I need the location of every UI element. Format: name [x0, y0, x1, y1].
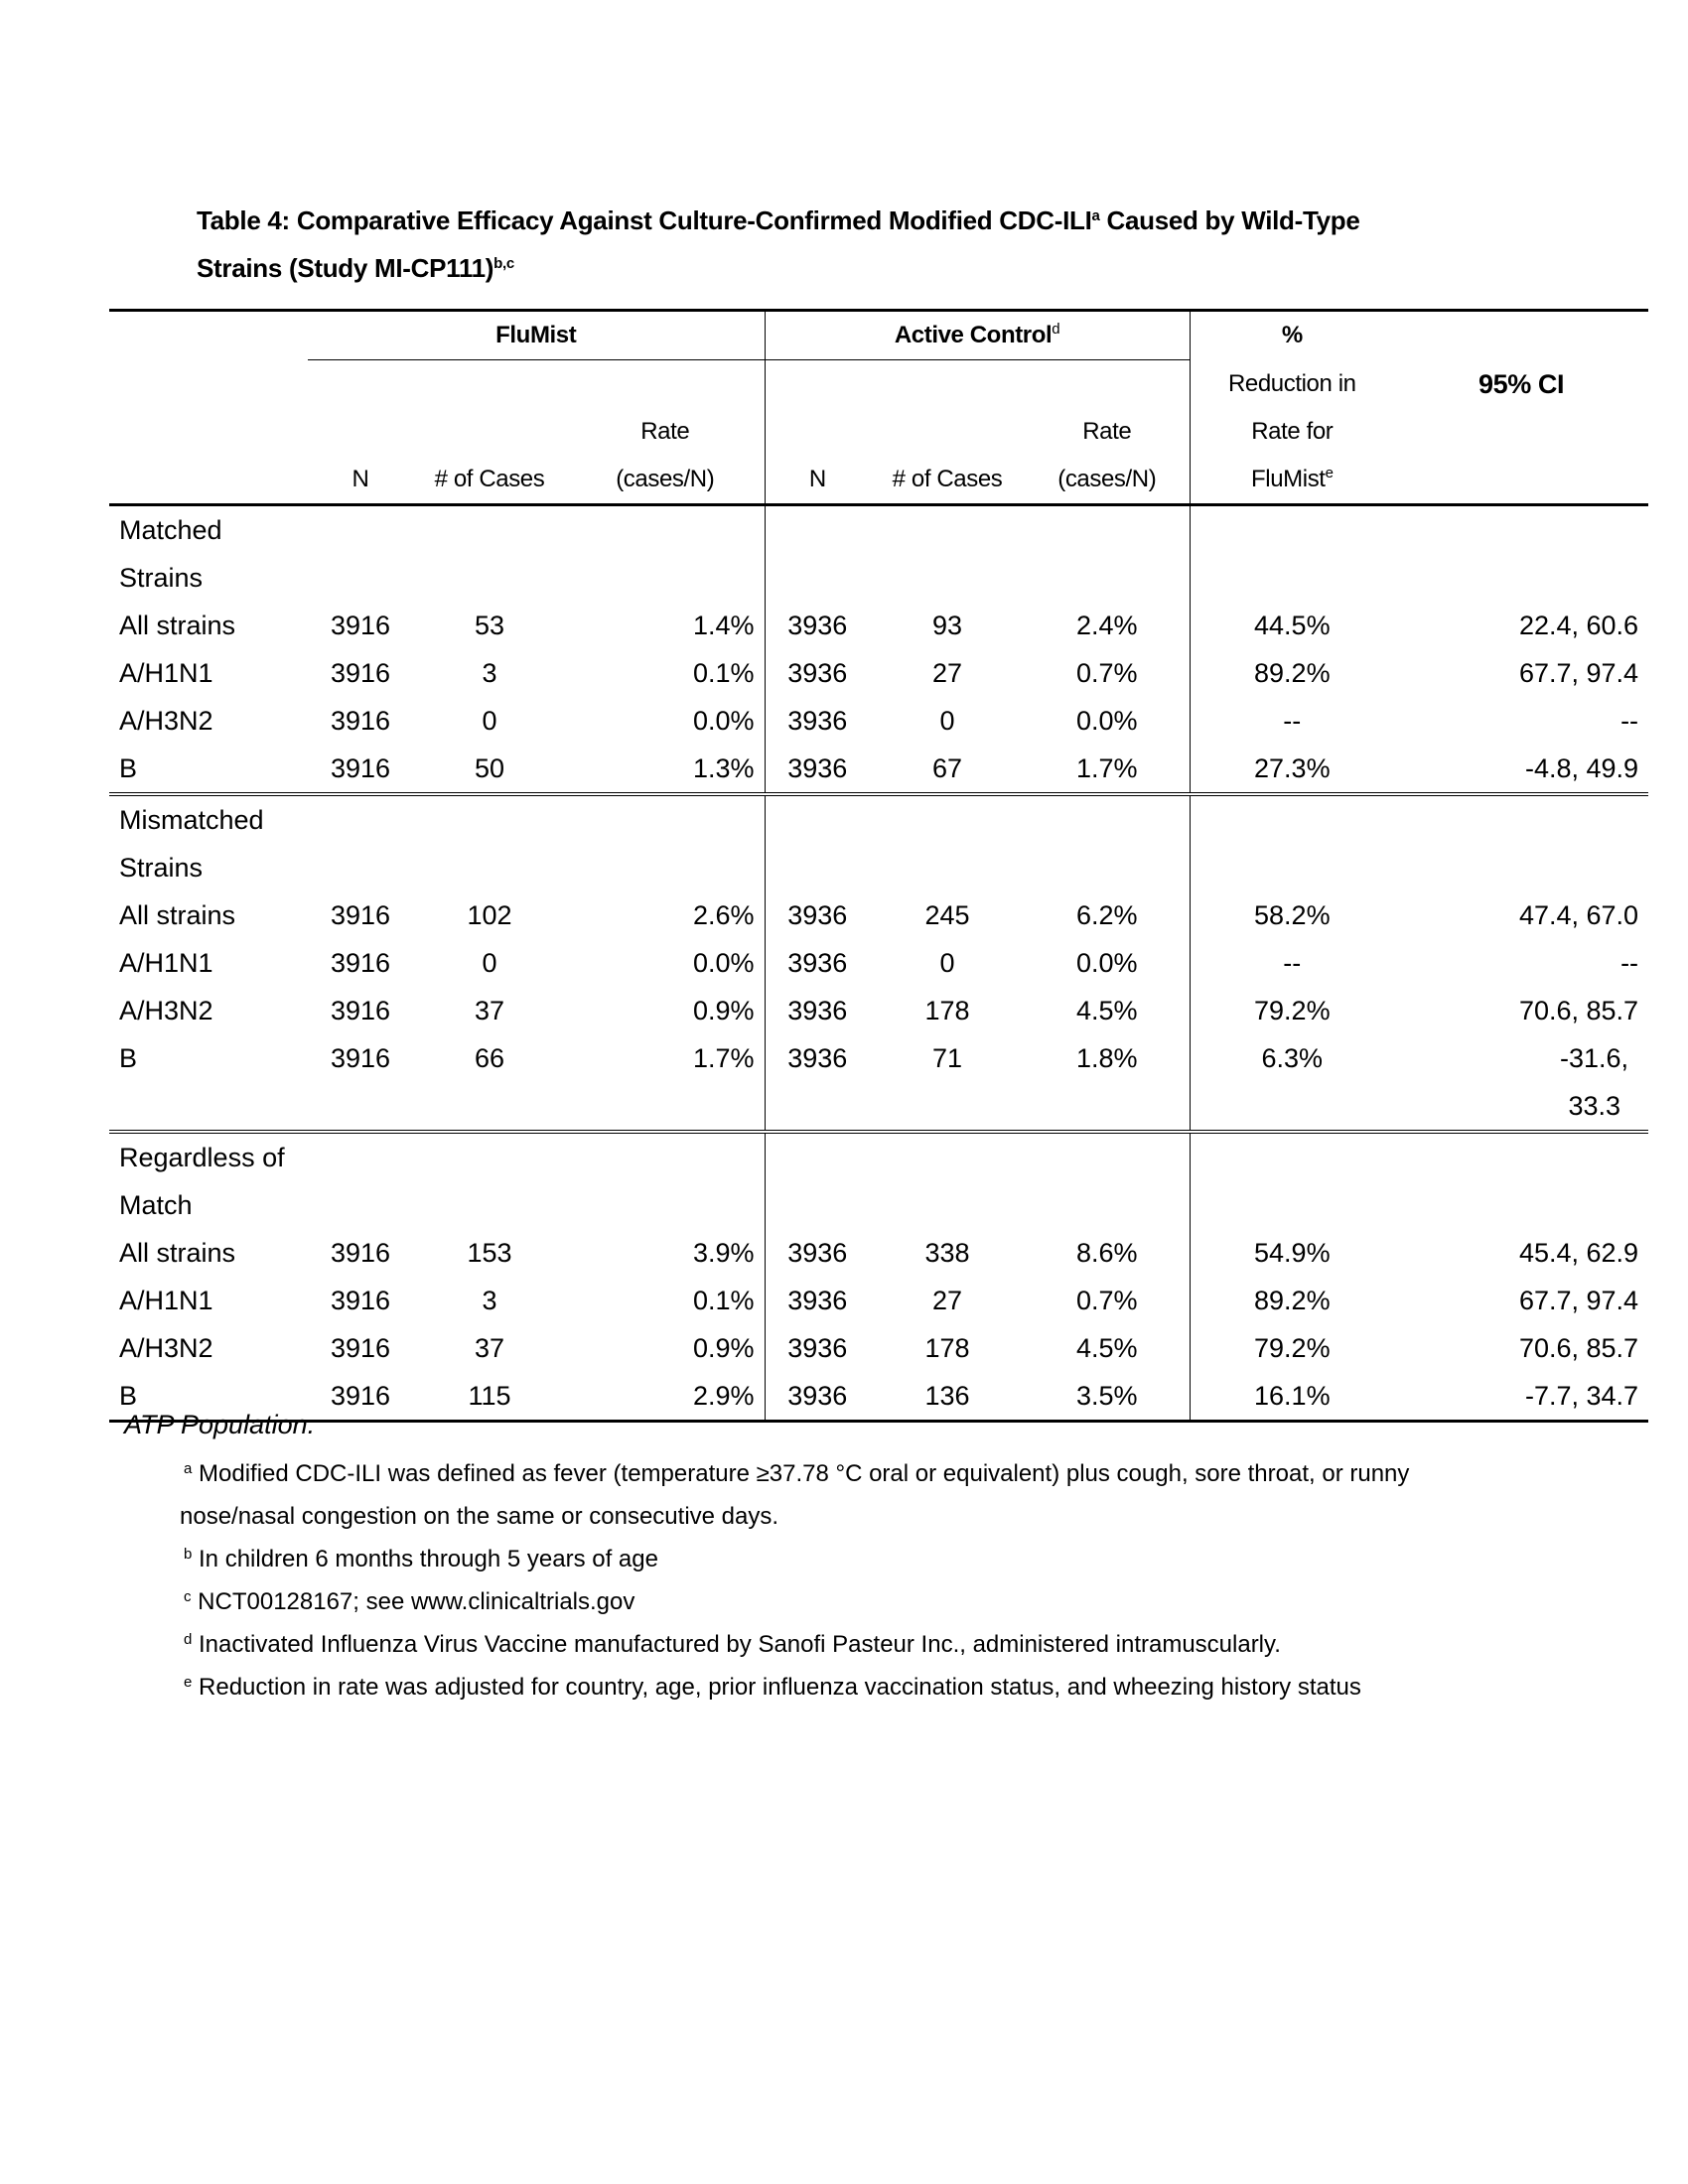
active-control-header: Active Control$^d$ — [765, 311, 1190, 360]
cell-an: 3936 — [765, 602, 870, 649]
cell-strain: A/H1N1 — [119, 658, 213, 688]
cell-an: 3936 — [765, 1229, 870, 1277]
cell-strain: A/H3N2 — [119, 706, 213, 736]
group-label: Strains — [119, 853, 204, 883]
cell-an: 3936 — [765, 1372, 870, 1422]
cell-ac: 27 — [932, 1286, 963, 1315]
cell-strain: A/H1N1 — [119, 1286, 213, 1315]
cell-ci: -- — [1620, 706, 1639, 736]
cell-strain: A/H3N2 — [119, 1333, 213, 1363]
efficacy-table — [109, 309, 1648, 1423]
cell-fr: 0.1% — [692, 1286, 755, 1315]
cell-fn: 3916 — [330, 611, 391, 640]
cell-ar: 8.6% — [1076, 1238, 1138, 1268]
cell-fr: 0.9% — [692, 1333, 755, 1363]
cell-fc: 0 — [482, 948, 497, 978]
cell-ci: -- — [1620, 948, 1639, 978]
cell-red: 54.9% — [1190, 1229, 1394, 1277]
cell-strain: A/H3N2 — [119, 996, 213, 1025]
cell-fn: 3916 — [308, 1372, 413, 1422]
cell-fc: 0 — [482, 706, 497, 736]
pct-header: % — [1190, 311, 1394, 360]
cell-ci: -7.7, 34.7 — [1394, 1372, 1648, 1422]
reduction-header-3: FluMist$^e$ — [1190, 456, 1394, 505]
cell-fn: 3916 — [330, 753, 391, 783]
cell-strain: All strains — [119, 611, 236, 640]
cell-ci: 45.4, 62.9 — [1518, 1238, 1639, 1268]
cell-ac: 0 — [939, 948, 955, 978]
table-row — [109, 891, 1648, 939]
cell-ac: 136 — [870, 1372, 1025, 1422]
cell-ar: 1.7% — [1076, 753, 1138, 783]
cell-ar: 0.0% — [1076, 948, 1138, 978]
cell-fr: 0.9% — [692, 996, 755, 1025]
reduction-header-2: Rate for — [1190, 408, 1394, 456]
group-label: Regardless of — [109, 1132, 308, 1181]
cell-red: -- — [1190, 697, 1394, 745]
cell-strain: B — [119, 753, 138, 783]
cell-fn: 3916 — [330, 1238, 391, 1268]
cell-an: 3936 — [765, 891, 870, 939]
cell-ac: 178 — [924, 1333, 970, 1363]
cell-ac: 27 — [932, 658, 963, 688]
ci-header: 95% CI — [1477, 368, 1565, 399]
cell-fr: 0.1% — [692, 658, 755, 688]
table-row — [109, 1034, 1648, 1082]
group-label: Mismatched — [109, 794, 308, 844]
cell-ar: 1.8% — [1076, 1043, 1138, 1073]
cell-ar: 6.2% — [1076, 900, 1138, 930]
cell-fr: 1.7% — [692, 1043, 755, 1073]
cell-ci: 47.4, 67.0 — [1518, 900, 1639, 930]
cell-strain: A/H1N1 — [119, 948, 213, 978]
cell-fc: 115 — [413, 1372, 566, 1422]
cell-fn: 3916 — [330, 1333, 391, 1363]
cell-fr: 1.4% — [692, 611, 755, 640]
group-label-row — [109, 1181, 1648, 1229]
cell-ci: 70.6, 85.7 — [1518, 996, 1639, 1025]
cell-red: 79.2% — [1190, 987, 1394, 1034]
table-row — [109, 1229, 1648, 1277]
cell-ac: 71 — [932, 1043, 963, 1073]
cell-red: -- — [1190, 939, 1394, 987]
footnote-mark: e — [184, 1674, 193, 1691]
cell-an: 3936 — [765, 697, 870, 745]
flumist-cases-header: # of Cases — [434, 466, 545, 492]
cell-fc: 3 — [482, 658, 497, 688]
group-label-row — [109, 505, 1648, 555]
cell-fr: 3.9% — [692, 1238, 755, 1268]
cell-red: 89.2% — [1190, 649, 1394, 697]
cell-fc: 102 — [467, 900, 512, 930]
population-note: ATP Population. — [124, 1410, 316, 1439]
cell-fc: 153 — [467, 1238, 512, 1268]
table-row — [109, 602, 1648, 649]
table-row — [109, 649, 1648, 697]
reduction-header-1: Reduction in — [1190, 360, 1394, 409]
group-label-row — [109, 844, 1648, 891]
footnotes — [124, 1452, 1514, 1708]
cell-fc: 66 — [474, 1043, 505, 1073]
cell-ar: 4.5% — [1076, 1333, 1138, 1363]
title-line-2: Strains (Study MI-CP111)$^{b,c}$ — [197, 253, 514, 283]
cell-fr: 0.0% — [692, 948, 755, 978]
cell-fn: 3916 — [330, 996, 391, 1025]
footnote-text-continued: nose/nasal congestion on the same or consecutive days. — [180, 1503, 779, 1530]
cell-ci: -31.6, — [1560, 1043, 1629, 1073]
cell-red: 44.5% — [1190, 602, 1394, 649]
footnote — [184, 1452, 1514, 1495]
cell-fn: 3916 — [330, 948, 391, 978]
table-title — [197, 197, 1487, 292]
cell-an: 3936 — [765, 1034, 870, 1082]
table-row — [109, 987, 1648, 1034]
group-label-row — [109, 554, 1648, 602]
cell-an: 3936 — [765, 1277, 870, 1324]
cell-red: 89.2% — [1190, 1277, 1394, 1324]
cell-ci: 22.4, 60.6 — [1518, 611, 1639, 640]
cell-fr: 2.9% — [566, 1372, 765, 1422]
footnote — [184, 1580, 1514, 1623]
cell-fr: 1.3% — [692, 753, 755, 783]
cell-ar: 0.7% — [1076, 658, 1138, 688]
cell-an: 3936 — [765, 1324, 870, 1372]
cell-fn: 3916 — [330, 1043, 391, 1073]
cell-ac: 67 — [932, 753, 963, 783]
footnote-text: NCT00128167; see www.clinicaltrials.gov — [191, 1588, 635, 1615]
control-n-header: N — [765, 456, 870, 505]
cell-ar: 0.7% — [1076, 1286, 1138, 1315]
footnote-mark: c — [184, 1588, 192, 1605]
group-label: Match — [119, 1190, 193, 1220]
group-label: Matched — [109, 505, 308, 555]
cell-ci: 67.7, 97.4 — [1518, 658, 1639, 688]
cell-fc: 53 — [474, 611, 505, 640]
cell-fc: 3 — [482, 1286, 497, 1315]
cell-strain: All strains — [119, 1238, 236, 1268]
table-notes — [124, 1410, 1514, 1708]
cell-fn: 3916 — [330, 706, 391, 736]
flumist-n-header: N — [352, 466, 369, 492]
cell-ci: -4.8, 49.9 — [1524, 753, 1639, 783]
cell-ac: 178 — [924, 996, 970, 1025]
cell-fr: 2.6% — [692, 900, 755, 930]
footnote-mark: a — [184, 1460, 193, 1477]
table-row — [109, 697, 1648, 745]
table-row-continuation — [109, 1082, 1648, 1132]
control-rate-unit: (cases/N) — [1057, 466, 1157, 492]
cell-strain: B — [109, 1372, 308, 1422]
cell-an: 3936 — [765, 987, 870, 1034]
cell-strain: B — [119, 1043, 138, 1073]
cell-ac: 93 — [932, 611, 963, 640]
footnote — [184, 1538, 1514, 1580]
cell-fc: 50 — [474, 753, 505, 783]
cell-ac: 0 — [939, 706, 955, 736]
group-label-row — [109, 794, 1648, 844]
cell-an: 3936 — [765, 939, 870, 987]
cell-ac: 338 — [924, 1238, 970, 1268]
footnote — [184, 1666, 1514, 1708]
cell-fc: 37 — [474, 1333, 505, 1363]
table-row — [109, 939, 1648, 987]
group-label-row — [109, 1132, 1648, 1181]
footnote-text: Inactivated Influenza Virus Vaccine manufactured by Sanofi Pasteur Inc., administered intramuscularly. — [192, 1631, 1281, 1658]
cell-fr: 0.0% — [692, 706, 755, 736]
cell-fn: 3916 — [330, 1286, 391, 1315]
footnote-mark: d — [184, 1631, 193, 1648]
control-rate-header: Rate — [1082, 418, 1132, 445]
flumist-rate-unit: (cases/N) — [616, 466, 715, 492]
table-row — [109, 1277, 1648, 1324]
cell-red: 16.1% — [1190, 1372, 1394, 1422]
cell-red: 58.2% — [1190, 891, 1394, 939]
cell-ci: 67.7, 97.4 — [1518, 1286, 1639, 1315]
footnote-mark: b — [184, 1546, 193, 1563]
cell-red: 27.3% — [1190, 745, 1394, 794]
cell-red: 6.3% — [1190, 1034, 1394, 1082]
flumist-rate-header: Rate — [640, 418, 690, 445]
table-row — [109, 745, 1648, 794]
cell-red: 79.2% — [1190, 1324, 1394, 1372]
control-cases-header: # of Cases — [892, 466, 1003, 492]
cell-ci: 70.6, 85.7 — [1518, 1333, 1639, 1363]
cell-fn: 3916 — [330, 900, 391, 930]
cell-ar: 2.4% — [1076, 611, 1138, 640]
cell-an: 3936 — [765, 745, 870, 794]
group-label: Strains — [119, 563, 204, 593]
table-row — [109, 1324, 1648, 1372]
cell-fn: 3916 — [330, 658, 391, 688]
footnote — [184, 1623, 1514, 1666]
cell-ac: 245 — [924, 900, 970, 930]
cell-fc: 37 — [474, 996, 505, 1025]
cell-ci-continued: 33.3 — [1568, 1091, 1621, 1121]
footnote-text: Reduction in rate was adjusted for country, age, prior influenza vaccination status, and wheezing history status — [192, 1674, 1361, 1701]
cell-ar: 0.0% — [1076, 706, 1138, 736]
footnote-text: In children 6 months through 5 years of age — [192, 1546, 658, 1572]
footnote-text: Modified CDC-ILI was defined as fever (temperature ≥37.78 °C oral or equivalent) plus cough, sore throat, or runny — [192, 1460, 1410, 1487]
title-line-1: Table 4: Comparative Efficacy Against Culture-Confirmed Modified CDC-ILI$^a$ Caused by Wild-Type — [197, 205, 1360, 235]
cell-ar: 4.5% — [1076, 996, 1138, 1025]
cell-an: 3936 — [765, 649, 870, 697]
flumist-header: FluMist — [308, 311, 765, 360]
cell-strain: All strains — [119, 900, 236, 930]
cell-ar: 3.5% — [1025, 1372, 1190, 1422]
